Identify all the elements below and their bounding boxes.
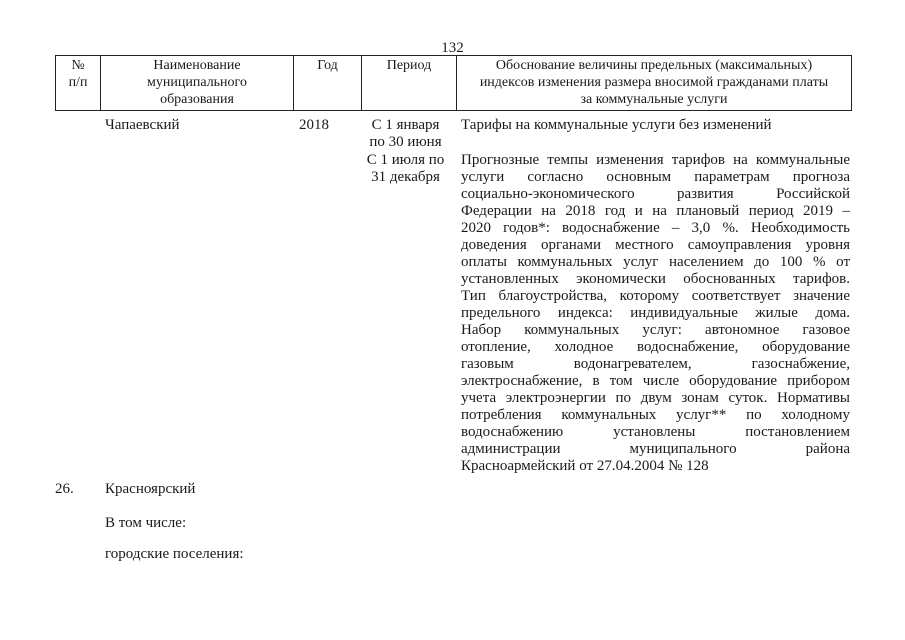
basis-text-line: социально-экономического развития Российской <box>461 186 850 202</box>
header-period: Период <box>362 56 457 111</box>
row-year: 2018 <box>299 117 329 133</box>
basis-text-line: доведения органами местного самоуправления уровня <box>461 237 850 253</box>
row-period-first-half: С 1 января по 30 июня <box>369 117 442 150</box>
basis-text-line: водоснабжению установлены постановлением <box>461 424 850 440</box>
basis-text-line: газовым водонагревателем, газоснабжение, <box>461 356 850 372</box>
basis-text-line: администрации муниципального района <box>461 441 850 457</box>
header-year: Год <box>294 56 362 111</box>
row-basis-no-change: Тарифы на коммунальные услуги без изменений <box>461 117 772 133</box>
basis-text-line: отопление, холодное водоснабжение, оборудование <box>461 339 850 355</box>
basis-text-line: потребления коммунальных услуг** по холодному <box>461 407 850 423</box>
basis-text-line: услуги согласно основным параметрам прогноза <box>461 169 850 185</box>
row-basis-forecast <box>461 152 850 475</box>
basis-text-line: Прогнозные темпы изменения тарифов на коммунальные <box>461 152 850 168</box>
basis-text-line: Федерации на 2018 год и на плановый период 2019 – <box>461 203 850 219</box>
basis-text-line: предельного индекса: индивидуальные жилые дома. <box>461 305 850 321</box>
basis-text-line: установленных экономически обоснованных тарифов. <box>461 271 850 287</box>
basis-text-line: электроснабжение, в том числе оборудование прибором <box>461 373 850 389</box>
basis-text-line: учета электроэнергии по двум зонам суток. Нормативы <box>461 390 850 406</box>
row26-municipality-name: Красноярский <box>105 481 196 497</box>
table-header <box>55 55 852 111</box>
page-number: 132 <box>441 40 464 56</box>
basis-text-line: Набор коммунальных услуг: автономное газовое <box>461 322 850 338</box>
basis-text-line: оплаты коммунальных услуг населением до 100 % от <box>461 254 850 270</box>
basis-text-line: Красноармейский от 27.04.2004 № 128 <box>461 458 709 474</box>
header-municipality: Наименование муниципального образования <box>101 56 294 111</box>
row-municipality-name: Чапаевский <box>105 117 180 133</box>
basis-text-line: 2020 годов*: водоснабжение – 3,0 %. Необходимость <box>461 220 850 236</box>
basis-text-line: Тип благоустройства, которому соответствует значение <box>461 288 850 304</box>
including-label: В том числе: <box>105 515 187 531</box>
row26-number: 26. <box>55 481 74 497</box>
row-period-second-half: С 1 июля по 31 декабря <box>366 152 445 185</box>
urban-settlements-label: городские поселения: <box>105 546 244 562</box>
header-num: № п/п <box>56 56 101 111</box>
header-basis: Обоснование величины предельных (максимальных) индексов изменения размера вносимой гражданами платы за коммунальные услуги <box>457 56 852 111</box>
